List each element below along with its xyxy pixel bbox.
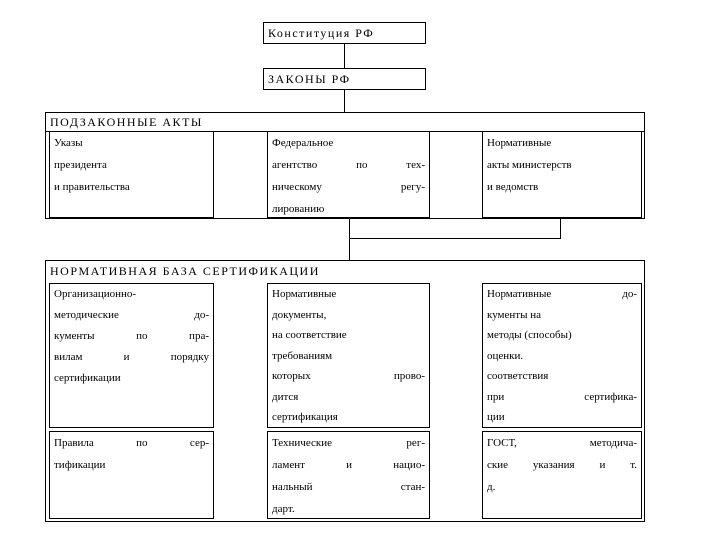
gost-line-2: ские указания и т. bbox=[487, 459, 637, 471]
base-technical-regulations-cell bbox=[267, 431, 430, 519]
bylaws-decrees-line-1: Указы bbox=[54, 137, 83, 149]
normative-docs-line-5: которых прово- bbox=[272, 370, 425, 382]
base-gost-cell bbox=[482, 431, 642, 519]
connector-bylaws-bracket bbox=[349, 238, 561, 239]
connector-bylaws-drop-mid bbox=[349, 218, 350, 260]
methods-line-3: методы (способы) bbox=[487, 329, 572, 341]
connector-constitution-laws bbox=[344, 44, 345, 68]
gost-line-1: ГОСТ, методича- bbox=[487, 437, 637, 449]
org-methodical-line-4: вилам и порядку bbox=[54, 351, 209, 363]
normative-docs-line-1: Нормативные bbox=[272, 288, 337, 300]
normative-base-title: НОРМАТИВНАЯ БАЗА СЕРТИФИКАЦИИ bbox=[50, 264, 320, 278]
laws-box bbox=[263, 68, 426, 90]
bylaws-ministry-line-2: акты министерств bbox=[487, 159, 572, 171]
gost-line-3: д. bbox=[487, 481, 496, 493]
org-methodical-line-3: кументы по пра- bbox=[54, 330, 209, 342]
connector-laws-bylaws bbox=[344, 90, 345, 112]
methods-line-4: оценки. bbox=[487, 349, 524, 362]
methods-line-6: при сертифика- bbox=[487, 390, 637, 403]
bylaws-decrees-cell bbox=[49, 131, 214, 218]
bylaws-federal-agency-cell bbox=[267, 131, 430, 218]
methods-line-2: кументы на bbox=[487, 308, 541, 321]
base-org-methodical-cell bbox=[49, 283, 214, 428]
constitution-box bbox=[263, 22, 426, 44]
methods-line-7: ции bbox=[487, 411, 505, 423]
bylaws-ministry-line-1: Нормативные bbox=[487, 137, 552, 149]
org-methodical-line-1: Организационно- bbox=[54, 288, 137, 300]
normative-docs-line-4: требованиям bbox=[272, 349, 333, 362]
base-assessment-methods-cell bbox=[482, 283, 642, 428]
methods-line-5: соответствия bbox=[487, 370, 549, 382]
bylaws-title: ПОДЗАКОННЫЕ АКТЫ bbox=[46, 113, 644, 132]
normative-docs-line-2: документы, bbox=[272, 308, 327, 321]
bylaws-agency-line-1: Федеральное bbox=[272, 137, 334, 149]
bylaws-agency-line-3: ническому регу- bbox=[272, 181, 425, 193]
tech-reg-line-1: Технические рег- bbox=[272, 437, 425, 449]
constitution-label: Конституция РФ bbox=[268, 26, 375, 40]
laws-label: ЗАКОНЫ РФ bbox=[268, 72, 351, 86]
bylaws-ministry-acts-cell bbox=[482, 131, 642, 218]
cert-rules-line-1: Правила по сер- bbox=[54, 437, 209, 449]
org-methodical-line-5: сертификации bbox=[54, 372, 121, 384]
tech-reg-line-3: нальный стан- bbox=[272, 481, 425, 493]
bylaws-ministry-line-3: и ведомств bbox=[487, 181, 539, 193]
tech-reg-line-2: ламент и нацио- bbox=[272, 459, 425, 471]
connector-bylaws-drop-right bbox=[560, 218, 561, 239]
base-certification-rules-cell bbox=[49, 431, 214, 519]
bylaws-decrees-line-3: и правительства bbox=[54, 181, 130, 193]
normative-docs-line-3: на соответствие bbox=[272, 329, 347, 341]
bylaws-decrees-line-2: президента bbox=[54, 159, 107, 171]
cert-rules-line-2: тификации bbox=[54, 459, 106, 471]
bylaws-agency-line-2: агентство по тех- bbox=[272, 159, 425, 171]
tech-reg-line-4: дарт. bbox=[272, 503, 295, 515]
normative-docs-line-7: сертификация bbox=[272, 411, 338, 423]
normative-docs-line-6: дится bbox=[272, 390, 299, 403]
methods-line-1: Нормативные до- bbox=[487, 288, 637, 300]
bylaws-agency-line-4: лированию bbox=[272, 203, 325, 215]
base-normative-documents-cell bbox=[267, 283, 430, 428]
org-methodical-line-2: методические до- bbox=[54, 309, 209, 321]
